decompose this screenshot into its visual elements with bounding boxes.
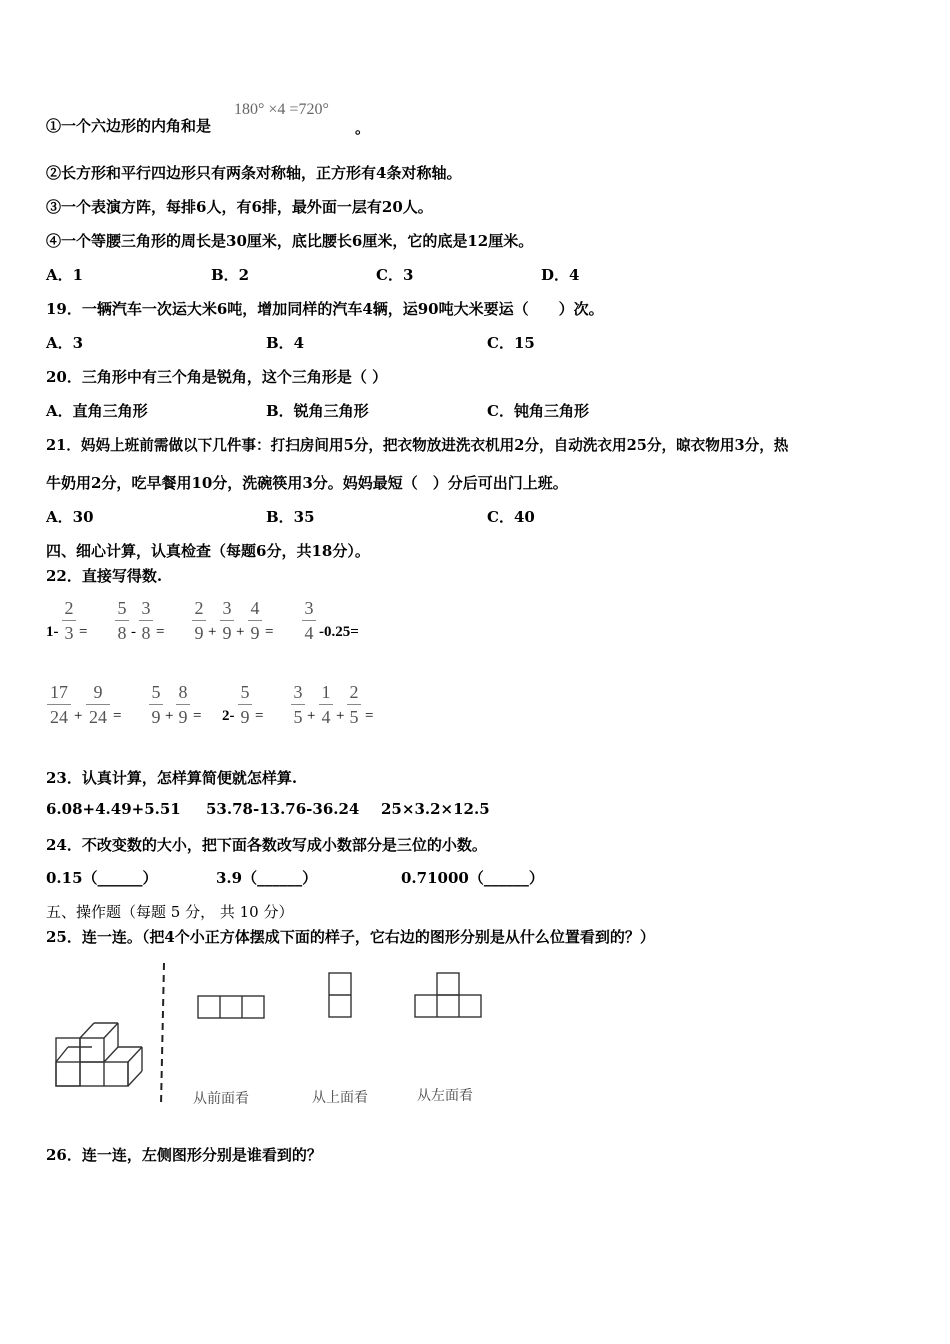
q18-option-c[interactable]: C．3 bbox=[376, 266, 414, 284]
q24-title: 24．不改变数的大小，把下面各数改写成小数部分是三位的小数。 bbox=[46, 836, 487, 854]
q20-option-c[interactable]: C．钝角三角形 bbox=[487, 402, 589, 420]
q19-text: 19．一辆汽车一次运大米6吨，增加同样的汽车4辆，运90吨大米要运（ ）次。 bbox=[46, 300, 604, 318]
q22-r2e3-frac: 5 9 bbox=[238, 682, 252, 727]
q22-r2e2-frac2: 8 9 bbox=[176, 682, 190, 727]
cube-stack-drawing bbox=[56, 1023, 142, 1086]
q19-option-a[interactable]: A．3 bbox=[46, 334, 84, 352]
q24-item-2[interactable]: 3.9（______） bbox=[216, 869, 318, 887]
q22-r2e4-equals: = bbox=[365, 708, 374, 724]
q26-title: 26．连一连，左侧图形分别是谁看到的？ bbox=[46, 1146, 322, 1164]
q18-option-d[interactable]: D．4 bbox=[541, 266, 580, 284]
q23-item-2: 53.78-13.76-36.24 bbox=[206, 800, 360, 818]
q20-option-b[interactable]: B．锐角三角形 bbox=[266, 402, 369, 420]
q22-r1e3-frac1: 2 9 bbox=[192, 598, 206, 643]
view-left-shape[interactable] bbox=[415, 973, 481, 1017]
q22-r1e4-frac: 3 4 bbox=[302, 598, 316, 643]
q22-r2e4-frac3: 2 5 bbox=[347, 682, 361, 727]
q22-r1e3-equals: = bbox=[265, 624, 274, 640]
q22-r1e1-equals: = bbox=[79, 624, 88, 640]
dashed-separator bbox=[161, 963, 164, 1105]
q22-r1e4-tail: -0.25= bbox=[319, 624, 359, 640]
q18-statement-2: ②长方形和平行四边形只有两条对称轴，正方形有4条对称轴。 bbox=[46, 164, 462, 182]
q24-item-3[interactable]: 0.71000（______） bbox=[401, 869, 544, 887]
q22-r2e4-frac2: 1 4 bbox=[319, 682, 333, 727]
q23-title: 23．认真计算，怎样算简便就怎样算. bbox=[46, 769, 298, 787]
q22-r1e3-frac3: 4 9 bbox=[248, 598, 262, 643]
section-4-heading: 四、细心计算，认真检查（每题6分，共18分）。 bbox=[46, 542, 370, 560]
section-5-heading: 五、操作题（每题 5 分， 共 10 分） bbox=[46, 903, 294, 921]
q22-r2e2-frac1: 5 9 bbox=[149, 682, 163, 727]
q19-option-c[interactable]: C．15 bbox=[487, 334, 535, 352]
q18-statement-1 bbox=[46, 115, 211, 136]
q22-r2e1-op: + bbox=[74, 708, 83, 724]
q22-r1e3-op2: + bbox=[236, 624, 245, 640]
q22-r2e4-op1: + bbox=[307, 708, 316, 724]
q22-r1e3-frac2: 3 9 bbox=[220, 598, 234, 643]
q25-label-left: 从左面看 bbox=[417, 1088, 473, 1104]
q21-option-c[interactable]: C．40 bbox=[487, 508, 535, 526]
q22-r1e1-frac: 2 3 bbox=[62, 598, 76, 643]
q22-r2e2-equals: = bbox=[193, 708, 202, 724]
q18-s1-text: ①一个六边形的内角和是 bbox=[46, 117, 212, 135]
q21-text-line1: 21．妈妈上班前需做以下几件事：打扫房间用5分，把衣物放进洗衣机用2分，自动洗衣用25分，晾衣物用3分，热 bbox=[46, 437, 789, 454]
q22-r2e1-equals: = bbox=[113, 708, 122, 724]
q22-r2e2-op: + bbox=[165, 708, 174, 724]
q23-item-1: 6.08+4.49+5.51 bbox=[46, 800, 181, 818]
q22-r1e3-op1: + bbox=[208, 624, 217, 640]
q25-title: 25．连一连。（把4个小正方体摆成下面的样子，它右边的图形分别是从什么位置看到的？） bbox=[46, 928, 655, 946]
q22-r2e3-equals: = bbox=[255, 708, 264, 724]
q21-text-line2: 牛奶用2分，吃早餐用10分，洗碗筷用3分。妈妈最短（ ）分后可出门上班。 bbox=[46, 474, 568, 492]
q21-option-b[interactable]: B．35 bbox=[266, 508, 315, 526]
q18-formula: 180° ×4 =720° bbox=[234, 101, 329, 118]
q22-r1e2-op: - bbox=[131, 624, 136, 640]
q22-r1e2-frac2: 3 8 bbox=[139, 598, 153, 643]
q22-title: 22．直接写得数. bbox=[46, 567, 163, 585]
q18-statement-4: ④一个等腰三角形的周长是30厘米，底比腰长6厘米，它的底是12厘米。 bbox=[46, 232, 534, 250]
q22-r2e4-frac1: 3 5 bbox=[291, 682, 305, 727]
q22-r1e1-lead: 1- bbox=[46, 624, 59, 640]
q18-option-b[interactable]: B．2 bbox=[211, 266, 250, 284]
view-top-shape[interactable] bbox=[329, 973, 351, 1017]
q19-option-b[interactable]: B．4 bbox=[266, 334, 305, 352]
q22-r2e3-lead: 2- bbox=[222, 708, 235, 724]
q25-label-top: 从上面看 bbox=[312, 1090, 368, 1106]
view-front-shape[interactable] bbox=[198, 996, 264, 1018]
q20-text: 20．三角形中有三个角是锐角，这个三角形是（ ） bbox=[46, 368, 388, 386]
q22-r1e2-equals: = bbox=[156, 624, 165, 640]
q18-statement-3: ③一个表演方阵，每排6人，有6排，最外面一层有20人。 bbox=[46, 198, 433, 216]
q25-label-front: 从前面看 bbox=[193, 1091, 249, 1107]
q18-option-a[interactable]: A．1 bbox=[46, 266, 84, 284]
q22-r2e4-op2: + bbox=[336, 708, 345, 724]
q22-r1e2-frac1: 5 8 bbox=[115, 598, 129, 643]
q23-item-3: 25×3.2×12.5 bbox=[381, 800, 490, 818]
q24-item-1[interactable]: 0.15（______） bbox=[46, 869, 158, 887]
q18-s1-period: 。 bbox=[355, 119, 371, 137]
q20-option-a[interactable]: A．直角三角形 bbox=[46, 402, 148, 420]
q22-r2e1-frac1: 17 24 bbox=[47, 682, 71, 727]
q21-option-a[interactable]: A．30 bbox=[46, 508, 94, 526]
q22-r2e1-frac2: 9 24 bbox=[86, 682, 110, 727]
